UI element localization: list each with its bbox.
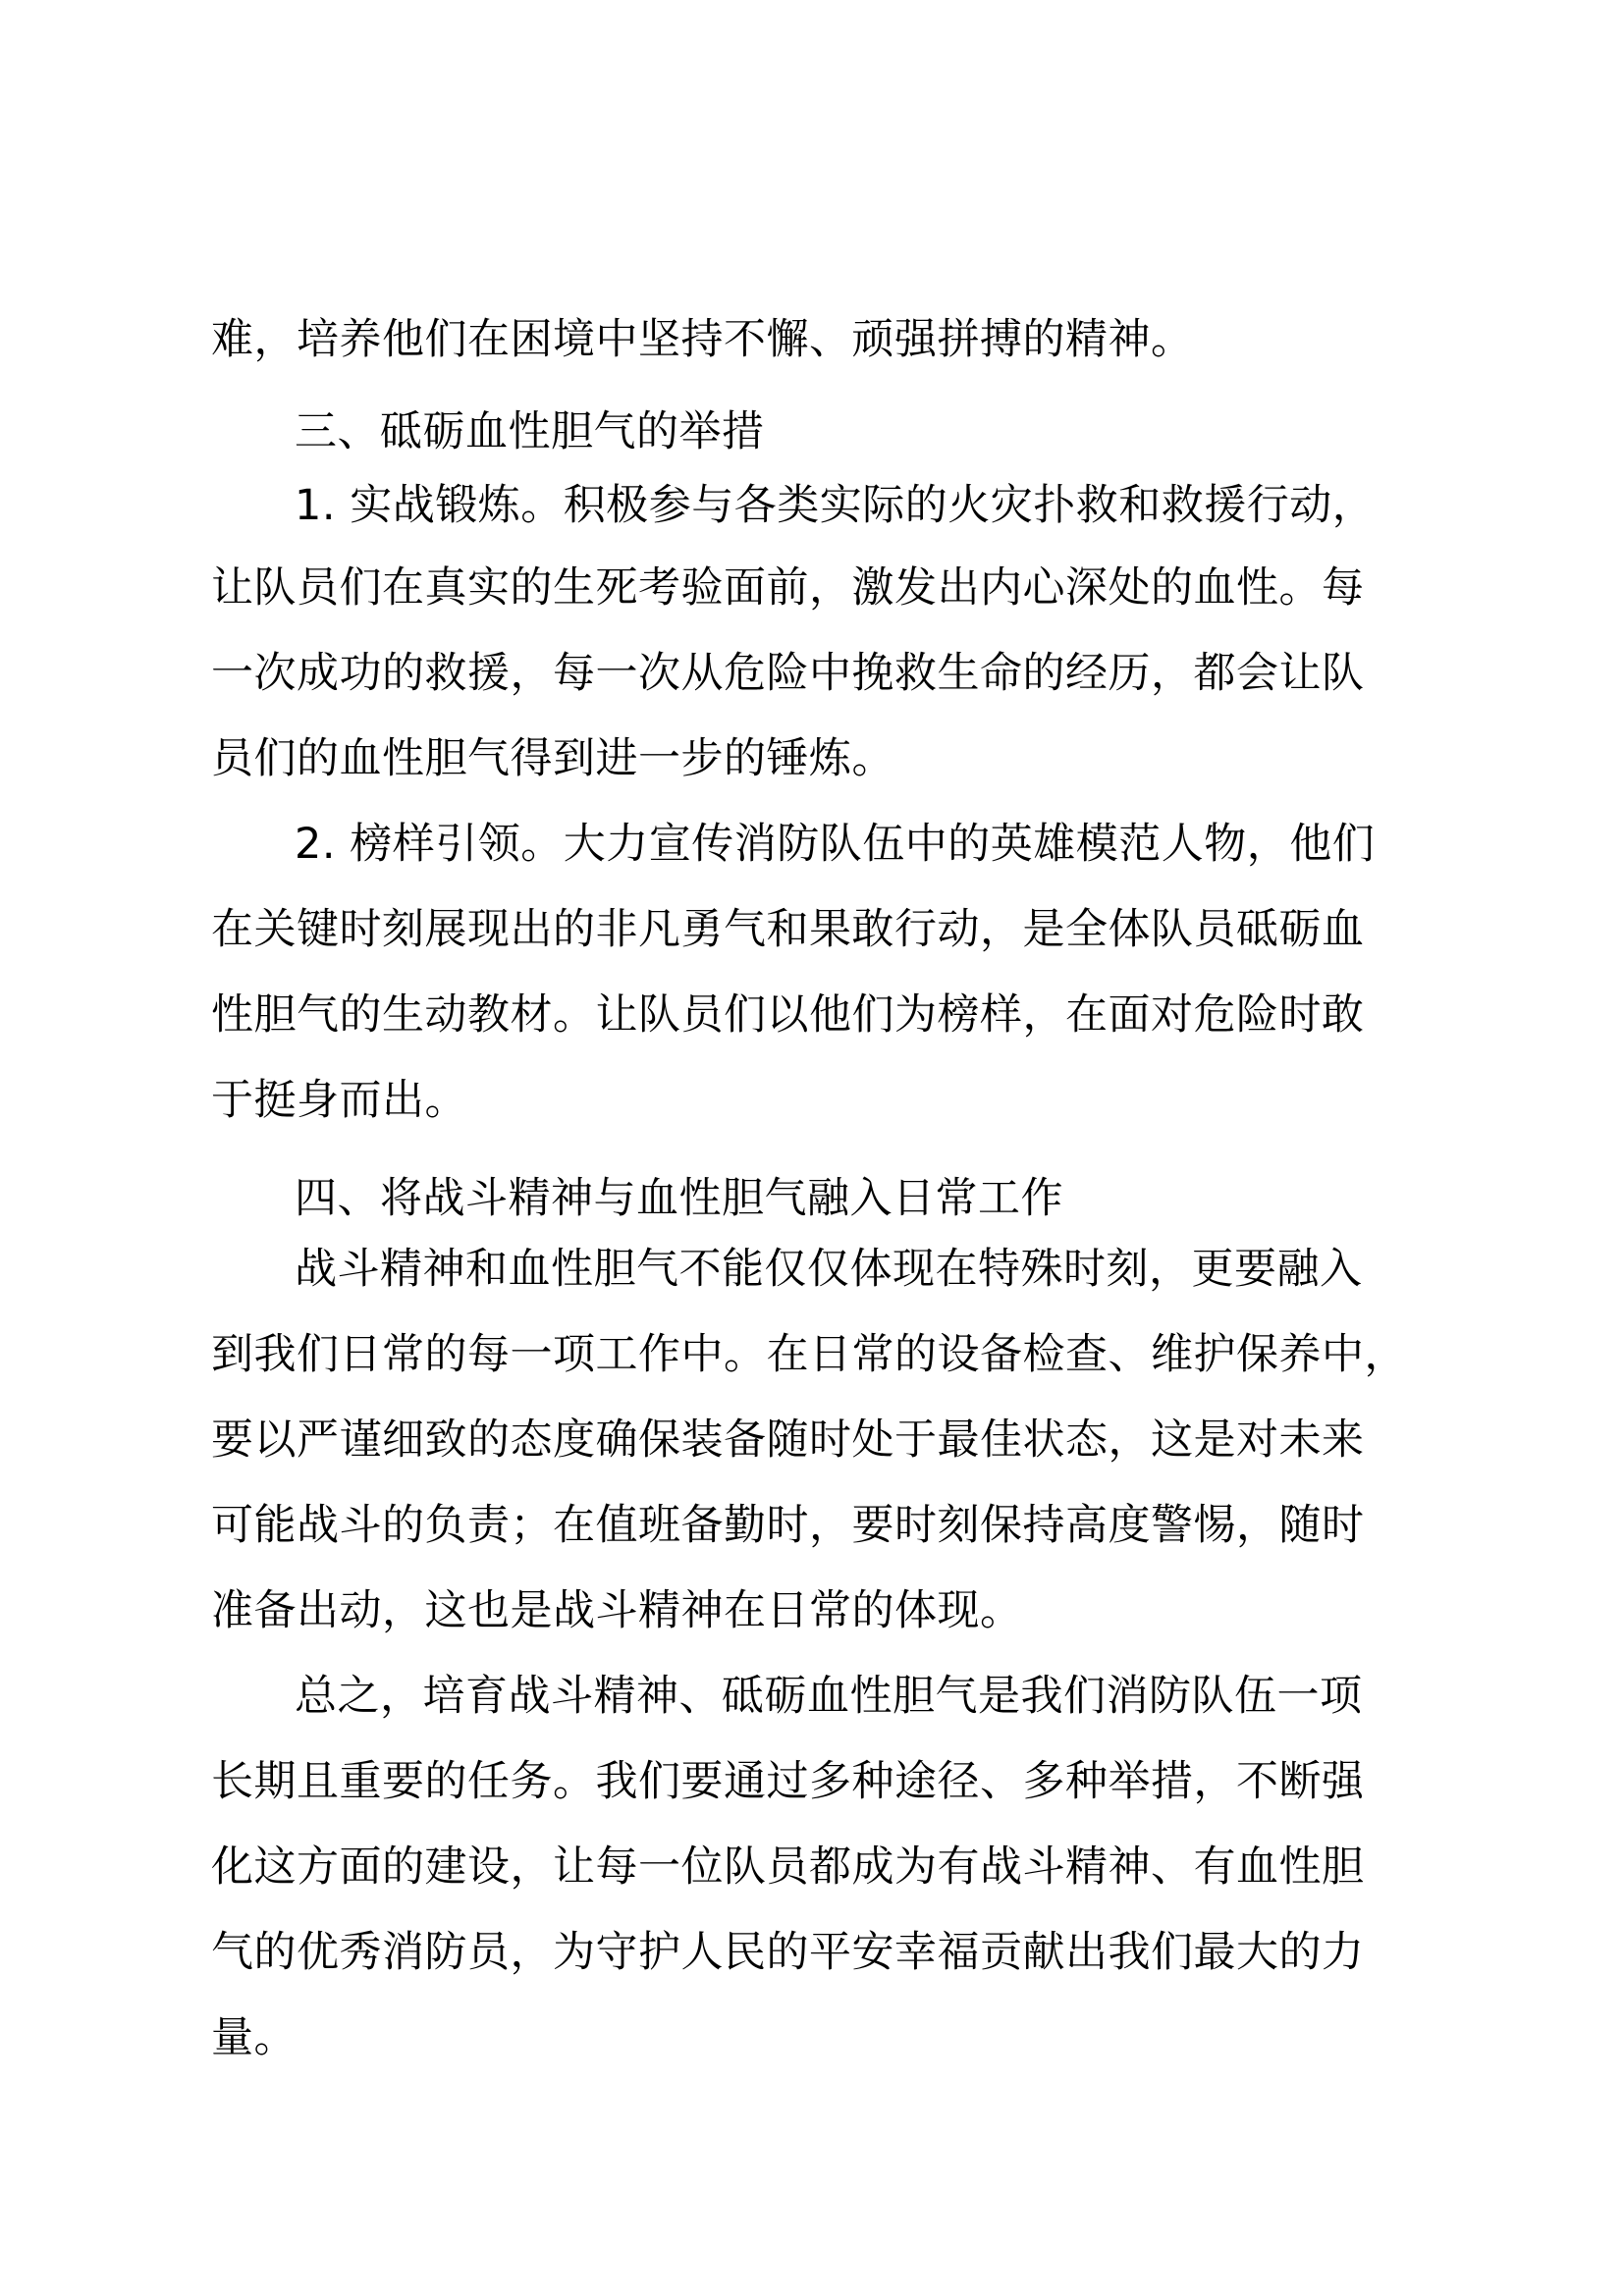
text-line: 要以严谨细致的态度确保装备随时处于最佳状态，这是对未来 xyxy=(211,1415,1365,1465)
text-line: 难，培养他们在困境中坚持不懈、顽强拼搏的精神。 xyxy=(211,315,1194,364)
text-line: 员们的血性胆气得到进一步的锤炼。 xyxy=(211,734,894,783)
text-line: 量。 xyxy=(211,2013,297,2062)
text-line: 性胆气的生动教材。让队员们以他们为榜样，在面对危险时敢 xyxy=(211,990,1365,1040)
text-line: 化这方面的建设，让每一位队员都成为有战斗精神、有血性胆 xyxy=(211,1842,1365,1892)
text-line: 总之，培育战斗精神、砥砺血性胆气是我们消防队伍一项 xyxy=(295,1672,1363,1721)
text-line: 2. 榜样引领。大力宣传消防队伍中的英雄模范人物，他们 xyxy=(295,820,1376,869)
text-line: 一次成功的救援，每一次从危险中挽救生命的经历，都会让队 xyxy=(211,649,1365,698)
text-line: 于挺身而出。 xyxy=(211,1076,467,1125)
text-line: 气的优秀消防员，为守护人民的平安幸福贡献出我们最大的力 xyxy=(211,1928,1365,1977)
text-line: 长期且重要的任务。我们要通过多种途径、多种举措，不断强 xyxy=(211,1757,1365,1806)
section-heading-3: 三、砥砺血性胆气的举措 xyxy=(295,407,765,456)
text-line: 准备出动，这也是战斗精神在日常的体现。 xyxy=(211,1586,1023,1635)
text-line: 让队员们在真实的生死考验面前，激发出内心深处的血性。每 xyxy=(211,563,1365,613)
text-line: 到我们日常的每一项工作中。在日常的设备检查、维护保养中， xyxy=(211,1330,1407,1379)
text-line: 可能战斗的负责；在值班备勤时，要时刻保持高度警惕，随时 xyxy=(211,1501,1365,1550)
text-line: 1. 实战锻炼。积极参与各类实际的火灾扑救和救援行动， xyxy=(295,481,1376,530)
text-line: 在关键时刻展现出的非凡勇气和果敢行动，是全体队员砥砺血 xyxy=(211,905,1365,954)
text-line: 战斗精神和血性胆气不能仅仅体现在特殊时刻，更要融入 xyxy=(295,1245,1363,1294)
section-heading-4: 四、将战斗精神与血性胆气融入日常工作 xyxy=(295,1174,1063,1223)
